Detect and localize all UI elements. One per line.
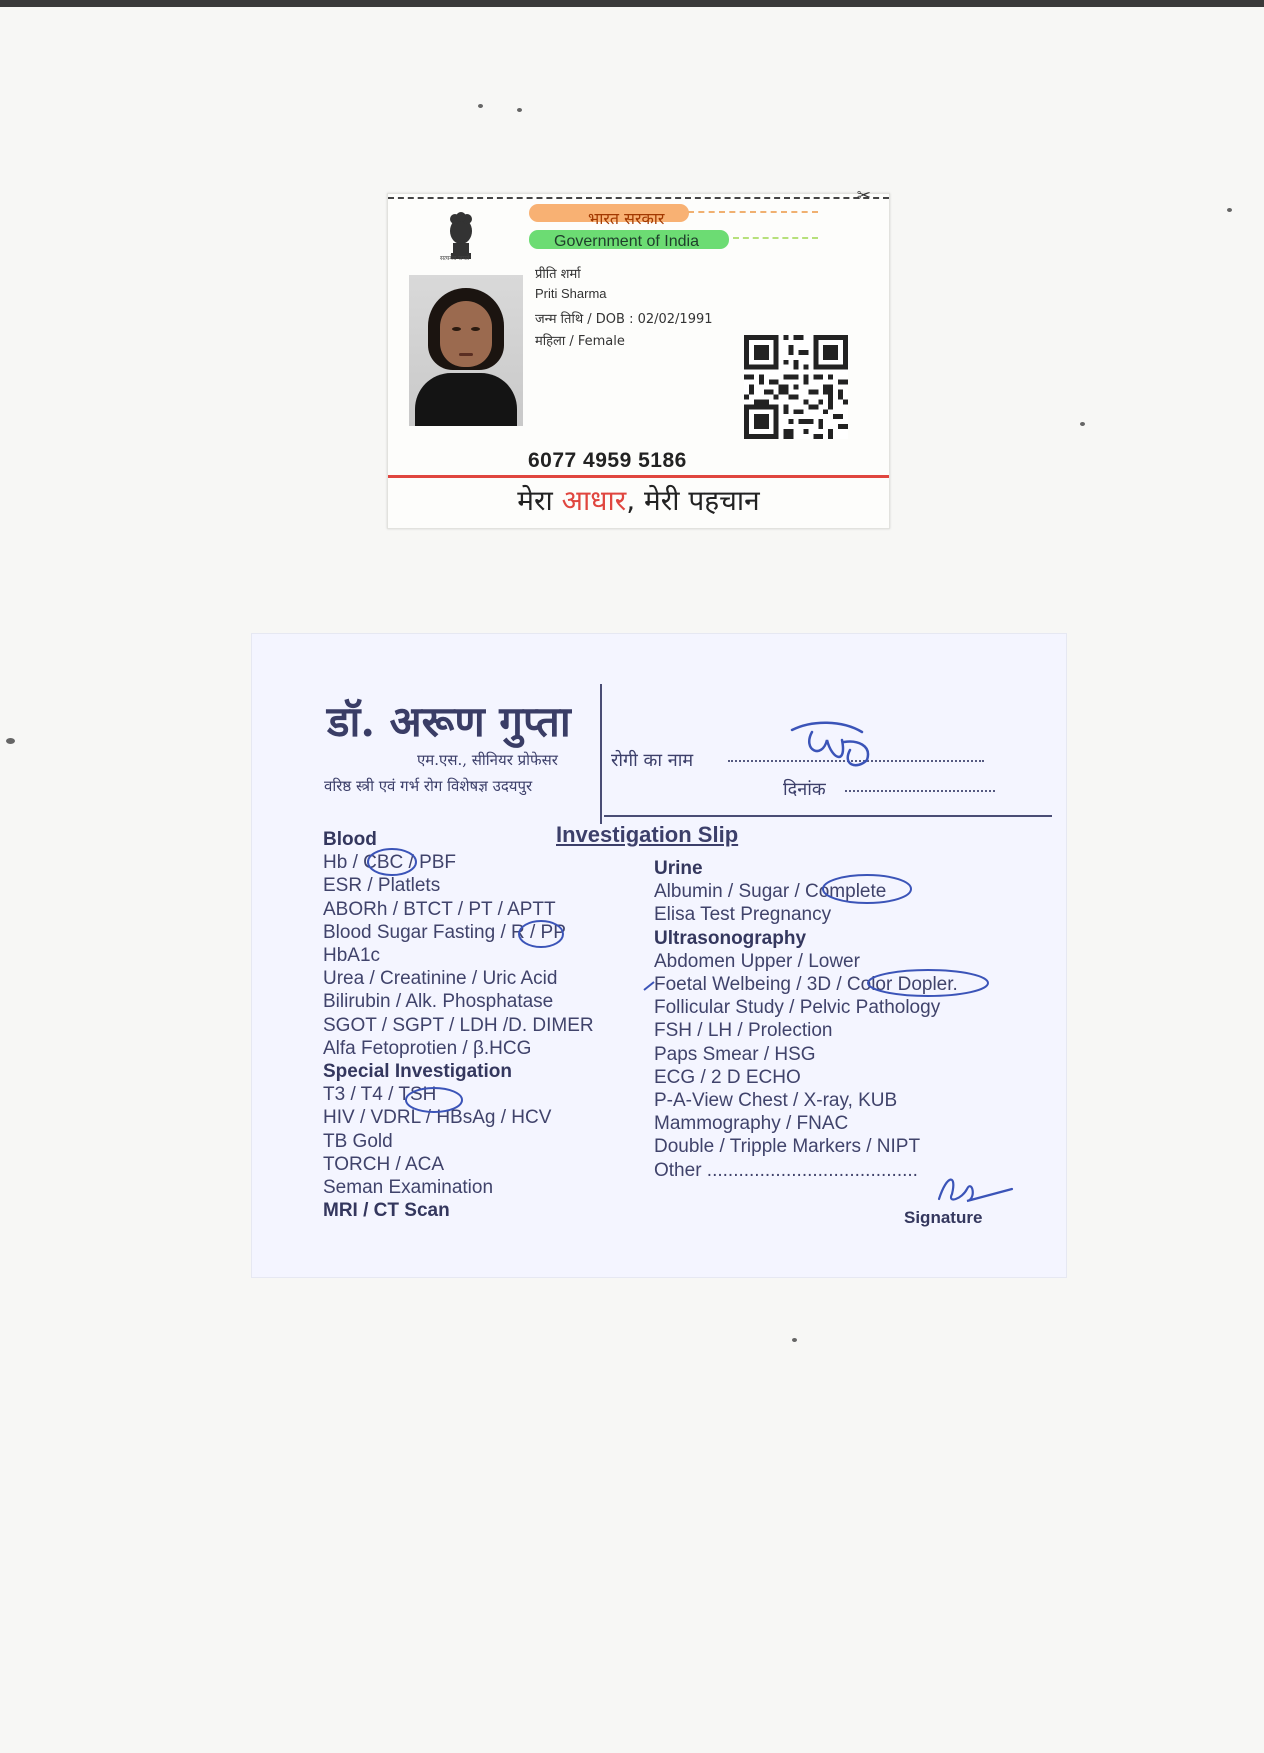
test-item: Seman Examination <box>323 1177 494 1199</box>
test-section-heading: Special Investigation <box>323 1061 512 1083</box>
name-english: Priti Sharma <box>535 286 607 301</box>
test-item: TORCH / ACA <box>323 1153 445 1175</box>
signature-mark <box>927 1169 1017 1209</box>
tick-foetal <box>644 982 654 990</box>
header-horizontal-rule <box>604 815 1052 817</box>
slip-title: Investigation Slip <box>556 822 739 847</box>
right-test-column <box>654 857 958 1182</box>
header-hindi: भारत सरकार <box>588 209 665 228</box>
test-item: Abdomen Upper / Lower <box>654 950 860 972</box>
test-item: Urea / Creatinine / Uric Acid <box>323 968 558 990</box>
header-vertical-rule <box>600 684 602 824</box>
emblem-caption: सत्यमेव जयते <box>440 255 470 262</box>
doctor-name: डॉ. अरूण गुप्ता <box>327 697 571 746</box>
green-dash <box>733 237 818 239</box>
left-test-column <box>323 828 594 1222</box>
test-section-heading: Urine <box>654 858 703 879</box>
test-item: T3 / T4 / TSH <box>323 1084 437 1106</box>
scan-speck <box>792 1338 797 1342</box>
header-english: Government of India <box>554 233 699 250</box>
doctor-specialty: वरिष्ठ स्त्री एवं गर्भ रोग विशेषज्ञ उदयपुर <box>324 777 533 795</box>
dob-line: जन्म तिथि / DOB : 02/02/1991 <box>535 312 713 327</box>
test-item: Other ........................................ <box>654 1159 918 1181</box>
test-section-heading: Ultrasonography <box>654 927 807 949</box>
scan-speck <box>517 108 522 112</box>
test-item: Foetal Welbeing / 3D / Color Dopler. <box>654 974 958 996</box>
date-label: दिनांक <box>783 779 826 800</box>
test-item: ABORh / BTCT / PT / APTT <box>323 898 556 920</box>
saffron-dash <box>688 211 818 213</box>
investigation-slip <box>251 633 1067 1278</box>
scissors-icon: ✂ <box>856 186 871 205</box>
test-item: Follicular Study / Pelvic Pathology <box>654 997 941 1019</box>
test-item: Paps Smear / HSG <box>654 1043 816 1065</box>
test-item: TB Gold <box>323 1130 393 1152</box>
doctor-qualification: एम.एस., सीनियर प्रोफेसर <box>417 751 558 769</box>
test-item: Double / Tripple Markers / NIPT <box>654 1136 921 1158</box>
qr-code-icon <box>744 335 848 439</box>
scan-speck <box>1227 208 1232 212</box>
card-slogan: मेरा आधार, मेरी पहचान <box>517 484 760 517</box>
test-item: HIV / VDRL / HBsAg / HCV <box>323 1107 552 1129</box>
test-item: Blood Sugar Fasting / R / PP <box>323 921 566 943</box>
cardholder-photo <box>409 275 523 426</box>
test-item: Albumin / Sugar / Complete <box>654 881 887 903</box>
test-item: SGOT / SGPT / LDH /D. DIMER <box>323 1014 594 1036</box>
date-line <box>845 782 995 792</box>
gender-line: महिला / Female <box>535 334 625 349</box>
test-section-heading: MRI / CT Scan <box>323 1200 450 1222</box>
scan-speck <box>478 104 483 108</box>
test-section-heading: Blood <box>323 829 377 850</box>
patient-name-label: रोगी का नाम <box>611 750 694 771</box>
test-item: Alfa Fetoprotien / β.HCG <box>323 1037 532 1059</box>
patient-name-handwritten <box>782 720 882 780</box>
scan-top-edge <box>0 0 1264 7</box>
test-item: Mammography / FNAC <box>654 1113 849 1135</box>
scan-speck <box>6 738 15 744</box>
scan-speck <box>1080 422 1085 426</box>
test-item: Hb / CBC / PBF <box>323 852 457 874</box>
red-divider <box>388 475 889 478</box>
cut-line <box>388 197 889 199</box>
test-item: Bilirubin / Alk. Phosphatase <box>323 991 554 1013</box>
aadhaar-card <box>387 186 890 529</box>
aadhaar-number: 6077 4959 5186 <box>528 449 687 472</box>
test-item: ECG / 2 D ECHO <box>654 1066 801 1088</box>
test-item: ESR / Platlets <box>323 875 441 897</box>
test-item: HbA1c <box>323 945 381 967</box>
name-hindi: प्रीति शर्मा <box>535 267 581 282</box>
test-item: P-A-View Chest / X-ray, KUB <box>654 1090 898 1112</box>
test-item: FSH / LH / Prolection <box>654 1020 833 1042</box>
signature-label: Signature <box>904 1208 983 1227</box>
test-item: Elisa Test Pregnancy <box>654 904 832 926</box>
